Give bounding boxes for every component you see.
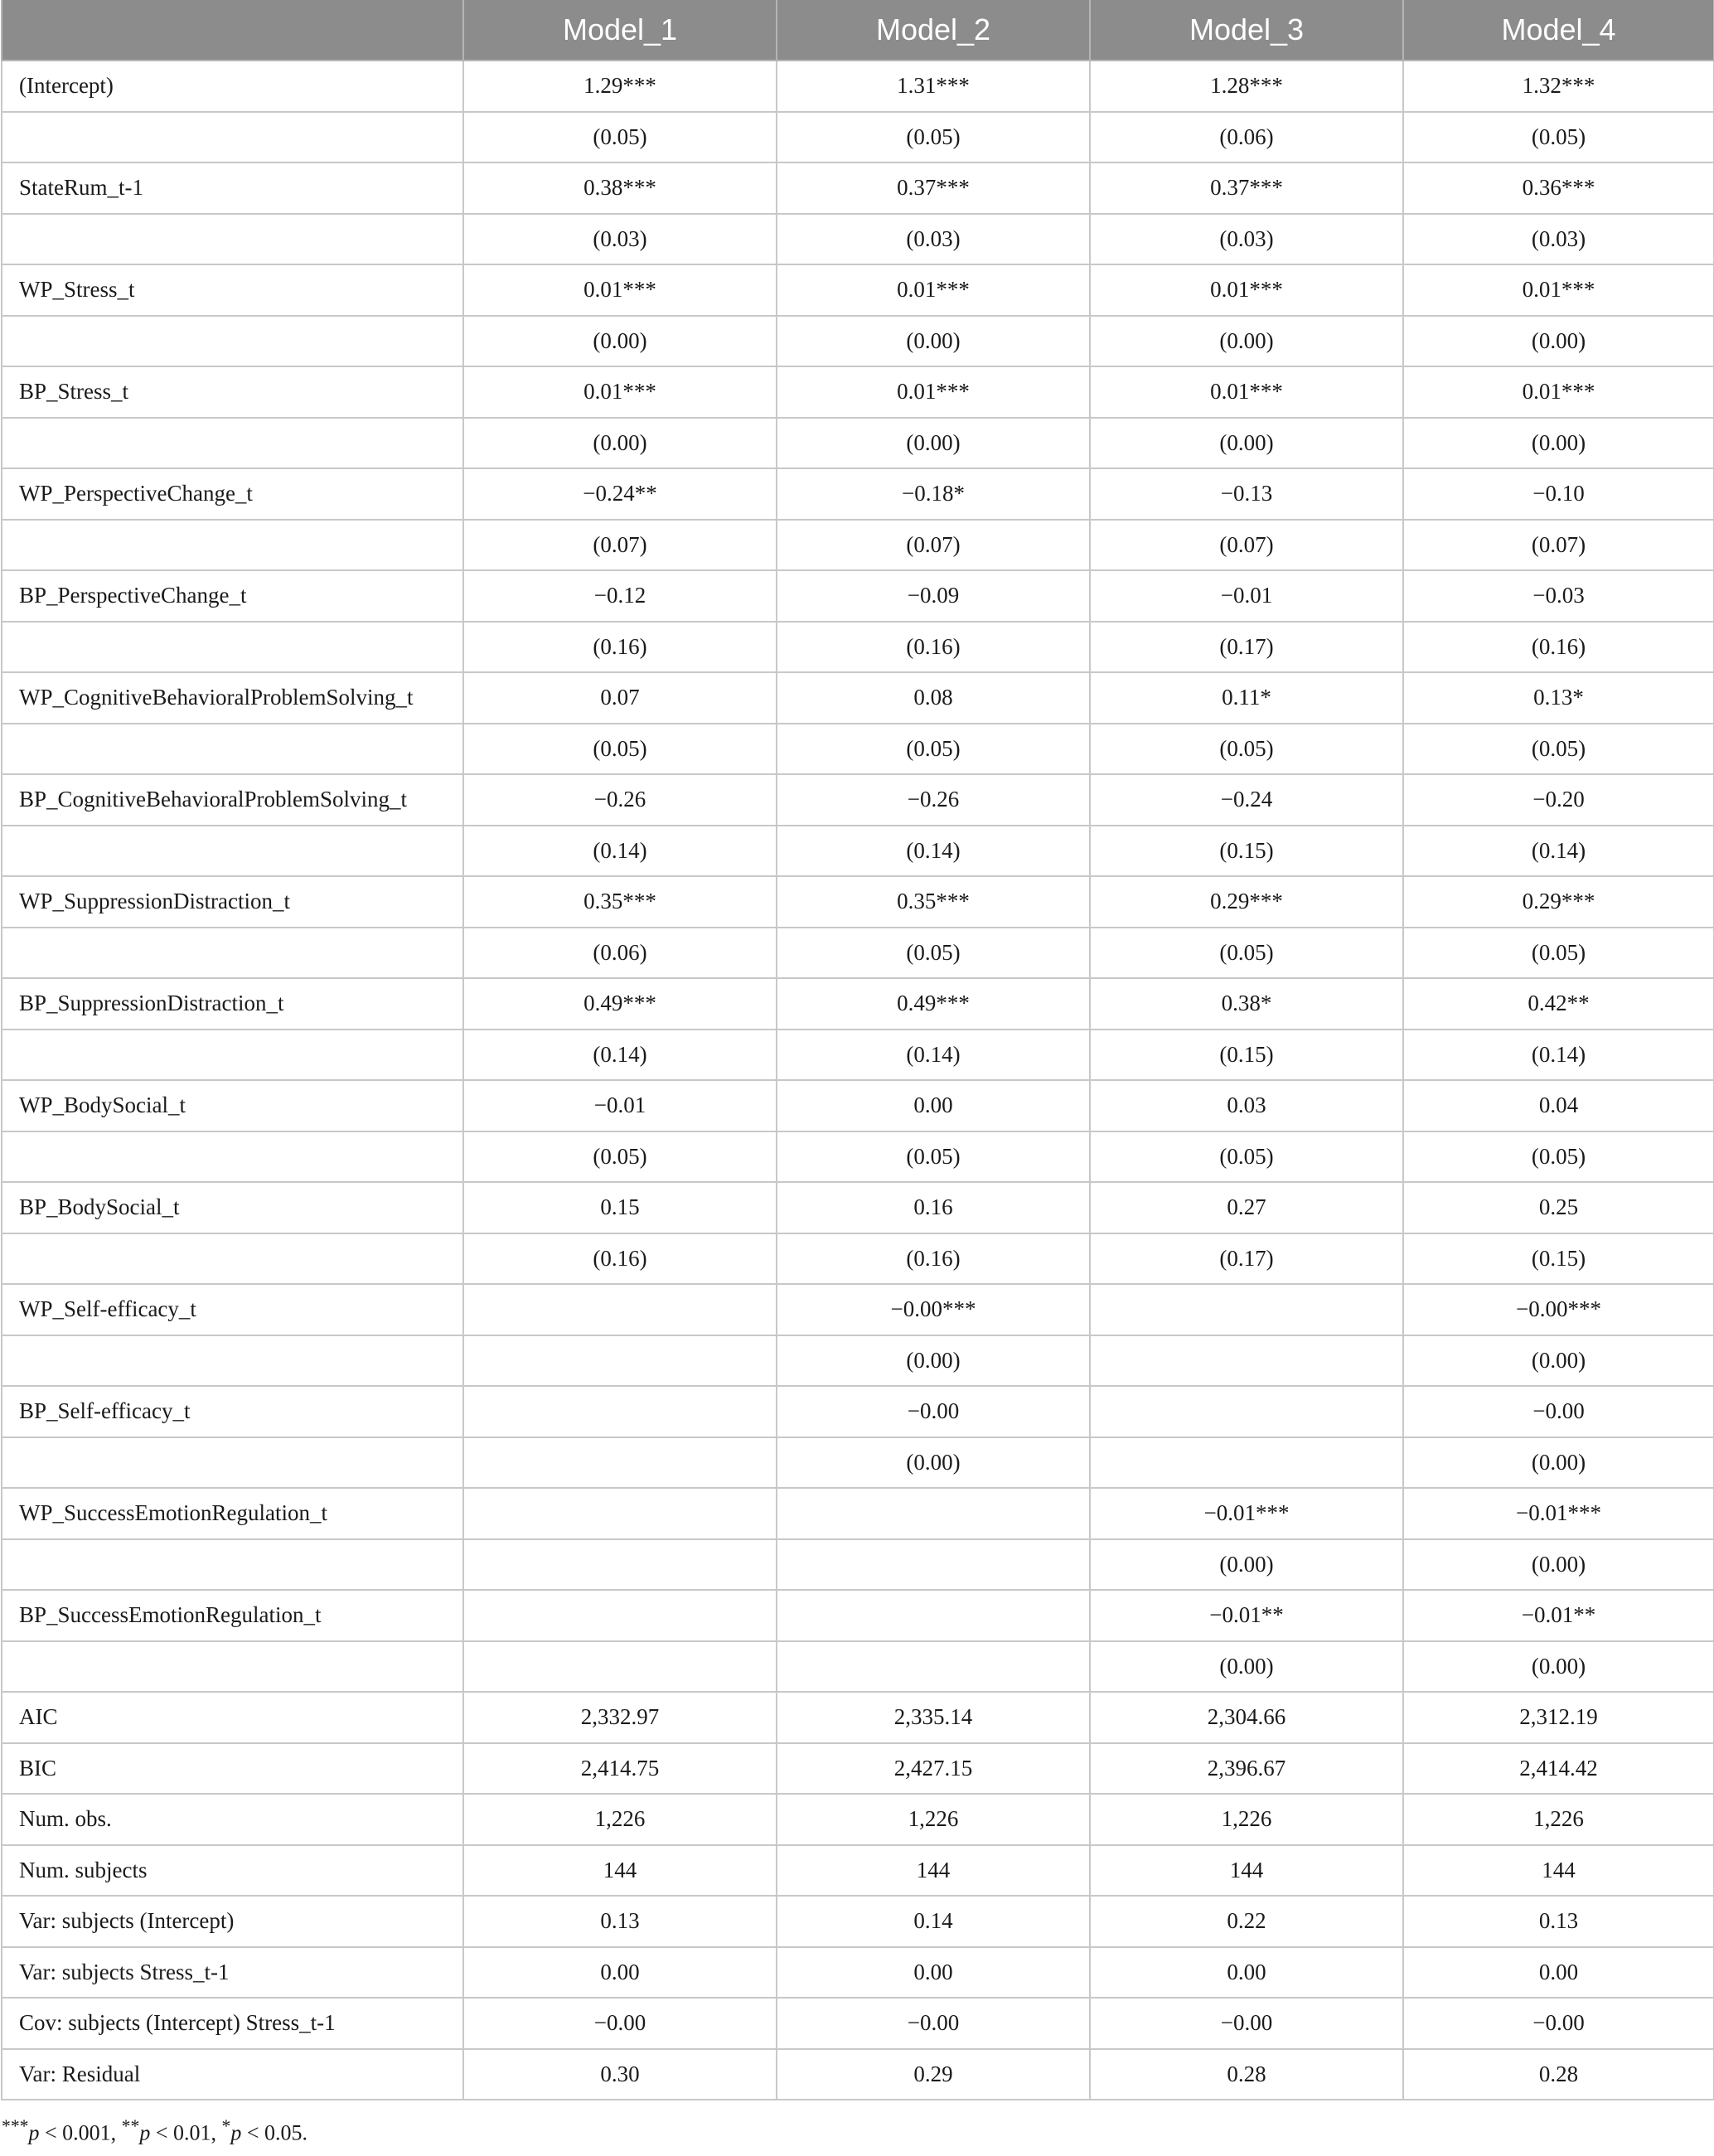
cell-model-1: 2,414.75 [463,1743,777,1795]
cell-model-1: (0.05) [463,112,777,163]
cell-model-4: −0.00*** [1403,1284,1714,1335]
cell-model-2: (0.14) [777,1030,1090,1081]
cell-model-2: 0.01*** [777,366,1090,418]
cell-model-3: 0.28 [1090,2049,1403,2100]
cell-model-4: (0.05) [1403,928,1714,979]
cell-model-1: 0.15 [463,1182,777,1233]
cell-model-1: (0.16) [463,622,777,673]
row-term: WP_Stress_t [2,264,463,316]
row-term [2,316,463,367]
cell-model-4: 1,226 [1403,1794,1714,1845]
table-row [2,724,1714,775]
cell-model-1 [463,1539,777,1591]
table-row [2,1692,1714,1743]
cell-model-3: −0.24 [1090,774,1403,826]
row-term: Cov: subjects (Intercept) Stress_t-1 [2,1998,463,2049]
cell-model-4: (0.00) [1403,418,1714,469]
significance-footnote [2,2116,307,2146]
cell-model-3: (0.00) [1090,418,1403,469]
cell-model-4: −0.00 [1403,1998,1714,2049]
table-row [2,1030,1714,1081]
cell-model-2: 0.37*** [777,162,1090,214]
row-term: WP_PerspectiveChange_t [2,468,463,520]
table-row [2,418,1714,469]
cell-model-1: 144 [463,1845,777,1897]
cell-model-3: 0.00 [1090,1947,1403,1999]
cell-model-3: (0.03) [1090,214,1403,265]
cell-model-4: (0.05) [1403,1131,1714,1183]
cell-model-3: (0.05) [1090,1131,1403,1183]
row-term [2,1641,463,1693]
cell-model-1 [463,1335,777,1387]
cell-model-1: −0.26 [463,774,777,826]
table-row [2,826,1714,877]
row-term [2,1539,463,1591]
table-row [2,1080,1714,1131]
cell-model-2: (0.00) [777,418,1090,469]
cell-model-2: 2,335.14 [777,1692,1090,1743]
table-row [2,264,1714,316]
cell-model-2: 0.08 [777,672,1090,724]
cell-model-3: (0.00) [1090,316,1403,367]
row-term [2,1030,463,1081]
cell-model-3: 0.27 [1090,1182,1403,1233]
table-row [2,61,1714,112]
cell-model-2 [777,1590,1090,1641]
cell-model-3: (0.05) [1090,928,1403,979]
cell-model-1: −0.12 [463,570,777,622]
cell-model-2: 0.01*** [777,264,1090,316]
cell-model-2: 0.49*** [777,978,1090,1030]
row-term [2,826,463,877]
footnote-text-2: < 0.01, [150,2120,222,2145]
table-row [2,1998,1714,2049]
cell-model-3: (0.07) [1090,520,1403,571]
cell-model-3: (0.15) [1090,1030,1403,1081]
row-term: WP_Self-efficacy_t [2,1284,463,1335]
cell-model-4: −0.03 [1403,570,1714,622]
cell-model-3: 0.29*** [1090,876,1403,928]
table-row [2,1794,1714,1845]
regression-table [1,0,1714,2100]
cell-model-4: 0.01*** [1403,366,1714,418]
cell-model-2: 1.31*** [777,61,1090,112]
cell-model-3: (0.00) [1090,1641,1403,1693]
row-term [2,724,463,775]
cell-model-1: (0.05) [463,724,777,775]
cell-model-3 [1090,1284,1403,1335]
cell-model-1: −0.00 [463,1998,777,2049]
row-term: Var: subjects (Intercept) [2,1896,463,1947]
row-term: BP_CognitiveBehavioralProblemSolving_t [2,774,463,826]
row-term: (Intercept) [2,61,463,112]
footnote-p-2: p [139,2120,151,2145]
cell-model-3: 0.37*** [1090,162,1403,214]
table-row [2,928,1714,979]
cell-model-3 [1090,1437,1403,1489]
row-term [2,214,463,265]
row-term [2,520,463,571]
cell-model-1: (0.14) [463,1030,777,1081]
row-term [2,1335,463,1387]
cell-model-3: 0.01*** [1090,366,1403,418]
cell-model-1: (0.03) [463,214,777,265]
cell-model-3 [1090,1335,1403,1387]
cell-model-1: −0.24** [463,468,777,520]
table-row [2,520,1714,571]
footnote-text-3: < 0.05. [241,2120,307,2145]
cell-model-1: 0.35*** [463,876,777,928]
cell-model-2: −0.00 [777,1998,1090,2049]
row-term: WP_CognitiveBehavioralProblemSolving_t [2,672,463,724]
table-row [2,1641,1714,1693]
cell-model-3: 2,304.66 [1090,1692,1403,1743]
cell-model-3: 0.03 [1090,1080,1403,1131]
row-term [2,928,463,979]
footnote-p-3: p [230,2120,242,2145]
cell-model-2 [777,1488,1090,1539]
cell-model-1: (0.07) [463,520,777,571]
cell-model-1 [463,1386,777,1437]
row-term: Num. subjects [2,1845,463,1897]
cell-model-1: (0.00) [463,418,777,469]
cell-model-4: (0.05) [1403,724,1714,775]
table-row [2,1233,1714,1285]
cell-model-3: 1.28*** [1090,61,1403,112]
header-model-3: Model_3 [1090,0,1403,61]
row-term [2,1233,463,1285]
table-row [2,1386,1714,1437]
cell-model-4: 0.13 [1403,1896,1714,1947]
cell-model-1 [463,1284,777,1335]
cell-model-4: −0.01** [1403,1590,1714,1641]
cell-model-2: (0.05) [777,112,1090,163]
cell-model-3: 0.01*** [1090,264,1403,316]
table-row [2,1488,1714,1539]
cell-model-1: (0.00) [463,316,777,367]
header-model-1: Model_1 [463,0,777,61]
table-row [2,774,1714,826]
cell-model-1 [463,1437,777,1489]
cell-model-4: 0.13* [1403,672,1714,724]
cell-model-4: 0.28 [1403,2049,1714,2100]
cell-model-2: (0.16) [777,622,1090,673]
cell-model-1 [463,1590,777,1641]
cell-model-4: (0.00) [1403,1641,1714,1693]
cell-model-1: (0.05) [463,1131,777,1183]
cell-model-2: 0.16 [777,1182,1090,1233]
cell-model-2: 144 [777,1845,1090,1897]
cell-model-2: 0.35*** [777,876,1090,928]
cell-model-2: −0.26 [777,774,1090,826]
table-row [2,1284,1714,1335]
cell-model-3: (0.15) [1090,826,1403,877]
cell-model-4: (0.00) [1403,316,1714,367]
cell-model-1: 0.30 [463,2049,777,2100]
cell-model-4: (0.00) [1403,1335,1714,1387]
cell-model-4: (0.05) [1403,112,1714,163]
header-model-4: Model_4 [1403,0,1714,61]
cell-model-4: (0.07) [1403,520,1714,571]
cell-model-1: 0.01*** [463,366,777,418]
cell-model-3: 0.22 [1090,1896,1403,1947]
cell-model-3: (0.17) [1090,1233,1403,1285]
cell-model-1: 2,332.97 [463,1692,777,1743]
cell-model-4: 0.00 [1403,1947,1714,1999]
row-term: AIC [2,1692,463,1743]
table-body [2,61,1714,2100]
cell-model-2: −0.00 [777,1386,1090,1437]
row-term [2,112,463,163]
footnote-stars-1: *** [2,2116,29,2136]
cell-model-1: 0.49*** [463,978,777,1030]
cell-model-4: −0.20 [1403,774,1714,826]
table-row [2,1590,1714,1641]
table-row [2,876,1714,928]
cell-model-2: −0.00*** [777,1284,1090,1335]
cell-model-2: 0.14 [777,1896,1090,1947]
row-term: Var: subjects Stress_t-1 [2,1947,463,1999]
cell-model-2: (0.05) [777,724,1090,775]
cell-model-2: (0.16) [777,1233,1090,1285]
cell-model-4: 0.42** [1403,978,1714,1030]
row-term: BP_BodySocial_t [2,1182,463,1233]
table-row [2,162,1714,214]
table-row [2,1845,1714,1897]
header-model-2: Model_2 [777,0,1090,61]
row-term: BP_Stress_t [2,366,463,418]
table-row [2,978,1714,1030]
cell-model-4: (0.03) [1403,214,1714,265]
footnote-p-1: p [28,2120,40,2145]
cell-model-3: −0.13 [1090,468,1403,520]
cell-model-4: 1.32*** [1403,61,1714,112]
cell-model-2: −0.18* [777,468,1090,520]
cell-model-3: 0.38* [1090,978,1403,1030]
table-row [2,1182,1714,1233]
cell-model-1: 0.38*** [463,162,777,214]
cell-model-4: 0.25 [1403,1182,1714,1233]
cell-model-1: (0.16) [463,1233,777,1285]
table-row [2,1743,1714,1795]
row-term: BP_SuccessEmotionRegulation_t [2,1590,463,1641]
cell-model-4: (0.00) [1403,1437,1714,1489]
cell-model-2: 0.00 [777,1947,1090,1999]
cell-model-2: (0.05) [777,1131,1090,1183]
row-term [2,1131,463,1183]
cell-model-4: (0.14) [1403,1030,1714,1081]
cell-model-4: −0.10 [1403,468,1714,520]
cell-model-3: 0.11* [1090,672,1403,724]
cell-model-2 [777,1641,1090,1693]
header-corner [2,0,463,61]
cell-model-2: (0.03) [777,214,1090,265]
table-row [2,570,1714,622]
table-row [2,622,1714,673]
cell-model-4: −0.00 [1403,1386,1714,1437]
row-term: StateRum_t-1 [2,162,463,214]
table-row [2,214,1714,265]
cell-model-3: −0.01** [1090,1590,1403,1641]
cell-model-1: 0.13 [463,1896,777,1947]
cell-model-3: −0.00 [1090,1998,1403,2049]
cell-model-2: (0.00) [777,316,1090,367]
row-term: Var: Residual [2,2049,463,2100]
cell-model-1: −0.01 [463,1080,777,1131]
cell-model-4: 2,312.19 [1403,1692,1714,1743]
row-term: BP_SuppressionDistraction_t [2,978,463,1030]
table-row [2,468,1714,520]
cell-model-3: (0.05) [1090,724,1403,775]
row-term: BP_Self-efficacy_t [2,1386,463,1437]
cell-model-3: (0.17) [1090,622,1403,673]
row-term: WP_SuppressionDistraction_t [2,876,463,928]
cell-model-1: 1.29*** [463,61,777,112]
table-row [2,1539,1714,1591]
cell-model-2 [777,1539,1090,1591]
cell-model-2: (0.05) [777,928,1090,979]
cell-model-3 [1090,1386,1403,1437]
cell-model-2: −0.09 [777,570,1090,622]
cell-model-1: (0.06) [463,928,777,979]
table-row [2,1131,1714,1183]
row-term [2,622,463,673]
cell-model-4: 0.01*** [1403,264,1714,316]
cell-model-2: 0.00 [777,1080,1090,1131]
cell-model-3: (0.06) [1090,112,1403,163]
cell-model-1: 0.00 [463,1947,777,1999]
cell-model-3: (0.00) [1090,1539,1403,1591]
row-term [2,1437,463,1489]
table-row [2,672,1714,724]
table-row [2,1947,1714,1999]
row-term: BIC [2,1743,463,1795]
cell-model-4: (0.15) [1403,1233,1714,1285]
cell-model-2: 0.29 [777,2049,1090,2100]
header-row [2,0,1714,61]
footnote-stars-3: * [221,2116,231,2136]
cell-model-4: (0.16) [1403,622,1714,673]
cell-model-2: (0.00) [777,1335,1090,1387]
footnote-text-1: < 0.001, [39,2120,122,2145]
row-term [2,418,463,469]
cell-model-3: 144 [1090,1845,1403,1897]
table-row [2,2049,1714,2100]
table-row [2,1437,1714,1489]
footnote-stars-2: ** [121,2116,140,2136]
cell-model-4: 2,414.42 [1403,1743,1714,1795]
cell-model-4: 144 [1403,1845,1714,1897]
table-row [2,1896,1714,1947]
cell-model-2: 1,226 [777,1794,1090,1845]
cell-model-4: 0.29*** [1403,876,1714,928]
cell-model-4: (0.00) [1403,1539,1714,1591]
cell-model-1: (0.14) [463,826,777,877]
cell-model-1: 0.07 [463,672,777,724]
cell-model-3: 2,396.67 [1090,1743,1403,1795]
cell-model-1 [463,1488,777,1539]
table-row [2,366,1714,418]
table-row [2,316,1714,367]
cell-model-3: −0.01*** [1090,1488,1403,1539]
row-term: WP_SuccessEmotionRegulation_t [2,1488,463,1539]
row-term: Num. obs. [2,1794,463,1845]
cell-model-1 [463,1641,777,1693]
cell-model-4: 0.04 [1403,1080,1714,1131]
row-term: BP_PerspectiveChange_t [2,570,463,622]
cell-model-4: −0.01*** [1403,1488,1714,1539]
table-row [2,1335,1714,1387]
cell-model-4: 0.36*** [1403,162,1714,214]
row-term: WP_BodySocial_t [2,1080,463,1131]
cell-model-1: 1,226 [463,1794,777,1845]
cell-model-2: (0.00) [777,1437,1090,1489]
table-row [2,112,1714,163]
cell-model-4: (0.14) [1403,826,1714,877]
cell-model-3: −0.01 [1090,570,1403,622]
cell-model-3: 1,226 [1090,1794,1403,1845]
cell-model-2: (0.07) [777,520,1090,571]
cell-model-2: 2,427.15 [777,1743,1090,1795]
cell-model-1: 0.01*** [463,264,777,316]
cell-model-2: (0.14) [777,826,1090,877]
